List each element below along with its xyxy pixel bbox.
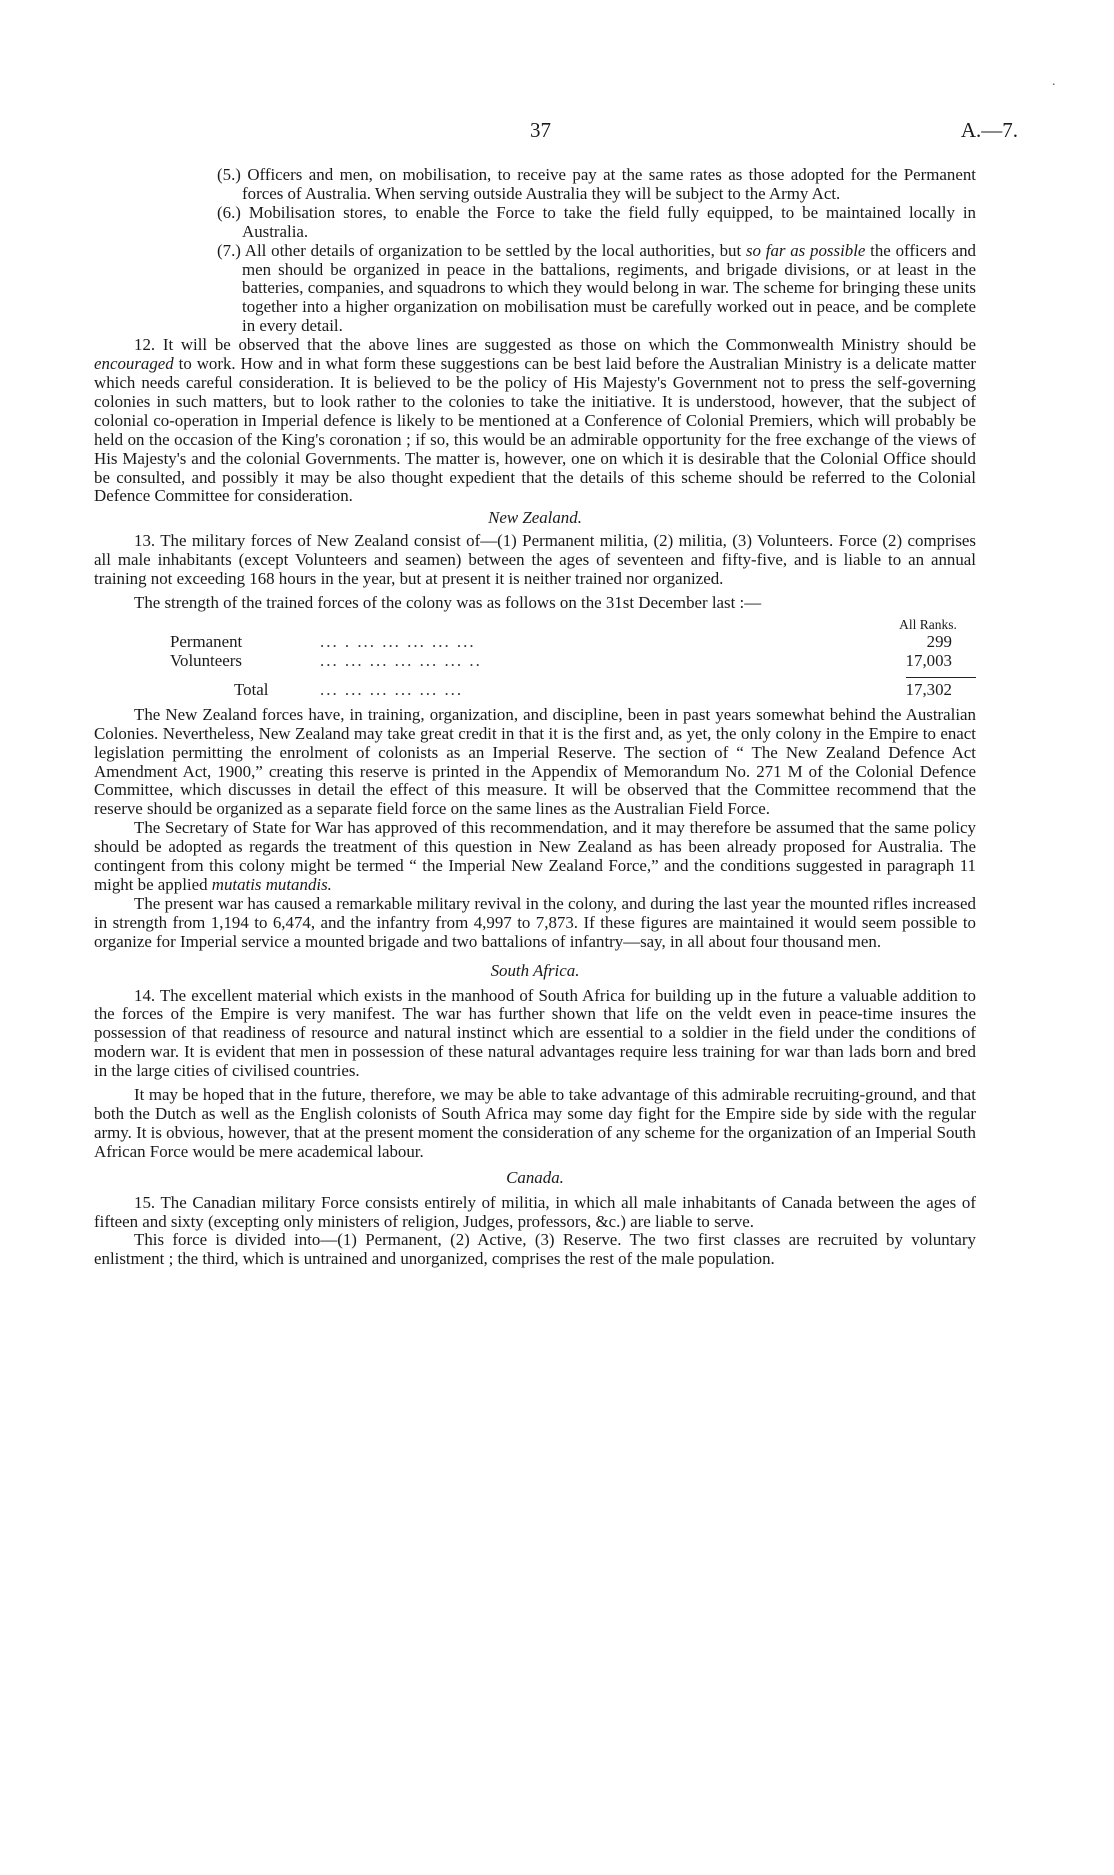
row-value: 299: [926, 631, 952, 651]
item-text: Officers and men, on mobilisation, to receive pay at the same rates as those adopted for the Permanent forces of Australia. When serving outside Australia they will be subject to the Army Act.: [242, 165, 976, 203]
table-header: [94, 616, 976, 633]
paragraph-nz-forces: The New Zealand forces have, in training, organization, and discipline, been in past years somewhat behind the Australian Colonies. Nevertheless, New Zealand may take great credit in that it is the first and, as yet, the only colony in the Empire to enact legislation permitting the enrolment of colonists as an Imperial Reserve. The section of “ The New Zealand Defence Act Amendment Act, 1900,” creating this reserve is printed in the Appendix of Memorandum No. 271 M of the Colonial Defence Committee, which discusses in detail the effect of this measure. It will be observed that the Committee recommend that the reserve should be organized as a separate field force on the same lines as the Australian Field Force.: [94, 704, 976, 819]
item-number: (6.): [217, 202, 241, 222]
paragraph-text: 12. It will be observed that the above lines are suggested as those on which the Commonwealth Ministry should be: [134, 335, 976, 355]
list-item: [94, 166, 976, 204]
paragraph-15: 15. The Canadian military Force consists entirely of militia, in which all male inhabitants of Canada between the ages of fifteen and sixty (excepting only ministers of religion, Judges, professors, &c.) are liable to serve.: [94, 1192, 976, 1231]
strength-intro: The strength of the trained forces of the colony was as follows on the 31st December last :—: [134, 592, 762, 612]
paragraph-divided: This force is divided into—(1) Permanent, (2) Active, (3) Reserve. The two first classes are recruited by voluntary enlistment ; the third, which is untrained and unorganized, comprises the rest of the male population.: [94, 1230, 976, 1269]
total-label: Total: [234, 679, 269, 699]
section-heading-canada: Canada.: [506, 1167, 564, 1187]
item-number: (7.): [217, 240, 241, 260]
paragraph-war: The present war has caused a remarkable military revival in the colony, and during the last year the mounted rifles increased in strength from 1,194 to 6,474, and the infantry from 4,997 to 7,873. If these figures are maintained it would seem possible to organize for Imperial service a mounted brigade and two battalions of infantry—say, in all about four thousand men.: [94, 893, 976, 951]
paragraph-hope: It may be hoped that in the future, therefore, we may be able to take advantage of this admirable recruiting-ground, and that both the Dutch as well as the English colonists of South Africa may some day fight for the Empire side by side with the regular army. It is obvious, however, that at the present moment the consideration of any scheme for the organization of an Imperial South African Force would be mere academical labour.: [94, 1085, 976, 1161]
paragraph-text: The Secretary of State for War has approved of this recommendation, and it may therefore be assumed that the same policy should be adopted as regards the treatment of this question in New Zealand as has been already proposed for Australia. The contingent from this colony might be termed “ the Imperial New Zealand Force,” and the conditions suggested in paragraph 11 might be applied: [94, 818, 976, 894]
paragraph-emphasis: mutatis mutandis.: [211, 875, 332, 894]
item-text: the officers and men should be organized in peace in the battalions, regiments, and brigade divisions, or at least in the batteries, companies, and squadrons to which they would belong in war. The scheme for bringing these units together into a higher organization on mobilisation must be carefully worked out in peace, and be complete in every detail.: [242, 240, 976, 336]
page-number: 37: [530, 118, 551, 142]
leader-dots: ... ... ... ... ... ... ..: [320, 650, 482, 670]
paragraph-12: [94, 336, 976, 506]
section-heading-south-africa: South Africa.: [490, 960, 580, 980]
table-row: [94, 652, 976, 671]
leader-dots: ... . ... ... ... ... ...: [320, 631, 476, 651]
paragraph-secretary: [94, 819, 976, 895]
leader-dots: ... ... ... ... ... ...: [320, 679, 464, 699]
item-text: Mobilisation stores, to enable the Force to take the field fully equipped, to be maintained locally in Australia.: [242, 202, 976, 241]
table-total-row: [94, 681, 976, 700]
table-row: [94, 633, 976, 652]
strength-table: [94, 616, 976, 700]
paragraph-13: 13. The military forces of New Zealand consist of—(1) Permanent militia, (2) militia, (3) Volunteers. Force (2) comprises all male inhabitants (except Volunteers and seamen) between the ages of seventeen and fifty-five, and is liable to an annual training not exceeding 168 hours in the year, but at present it is neither trained nor organized.: [94, 531, 976, 589]
section-heading-new-zealand: New Zealand.: [488, 508, 582, 528]
row-label: Permanent: [170, 631, 243, 651]
page-header: [0, 78, 1114, 146]
item-emphasis: so far as possible: [745, 240, 866, 260]
total-rule-row: [94, 671, 976, 681]
paragraph-14: 14. The excellent material which exists in the manhood of South Africa for building up in the future a valuable addition to the forces of the Empire is very manifest. The war has further shown that life on the veldt even in peace-time insures the possession of that readiness of resource and natural instinct which are essential to a soldier in the field under the conditions of modern war. It is evident that men in possession of these natural advantages require less training for war than lads born and bred in the large cities of civilised countries.: [94, 985, 976, 1081]
paragraph-text: to work. How and in what form these suggestions can be best laid before the Australian Ministry is a delicate matter which needs careful consideration. It is believed to be the policy of His Majesty's Government not to press the self-governing colonies in such matters, but to look rather to the colonies to take the initiative. It is understood, however, that the subject of colonial co-operation in Imperial defence is likely to be mentioned at a Conference of Colonial Premiers, which will probably be held on the occasion of the King's coronation ; if so, this would be an admirable opportunity for the free exchange of the views of His Majesty's and the colonial Governments. The matter is, however, one on which it is desirable that the Colonial Office should be consulted, and possibly it may be also thought expedient that the details of this scheme should be referred to the Colonial Defence Committee for consideration.: [94, 354, 976, 506]
row-value: 17,003: [905, 650, 952, 670]
item-text: All other details of organization to be settled by the local authorities, but: [244, 240, 746, 260]
document-body: [94, 166, 976, 1269]
row-label: Volunteers: [170, 650, 242, 670]
item-number: (5.): [217, 165, 241, 184]
page-mark: ·: [1051, 78, 1056, 93]
list-item: [94, 204, 976, 242]
document-reference: A.—7.: [960, 118, 1018, 142]
list-item: [94, 242, 976, 337]
column-header: All Ranks.: [899, 616, 957, 632]
total-value: 17,302: [905, 679, 952, 699]
paragraph-emphasis: encouraged: [94, 354, 174, 374]
